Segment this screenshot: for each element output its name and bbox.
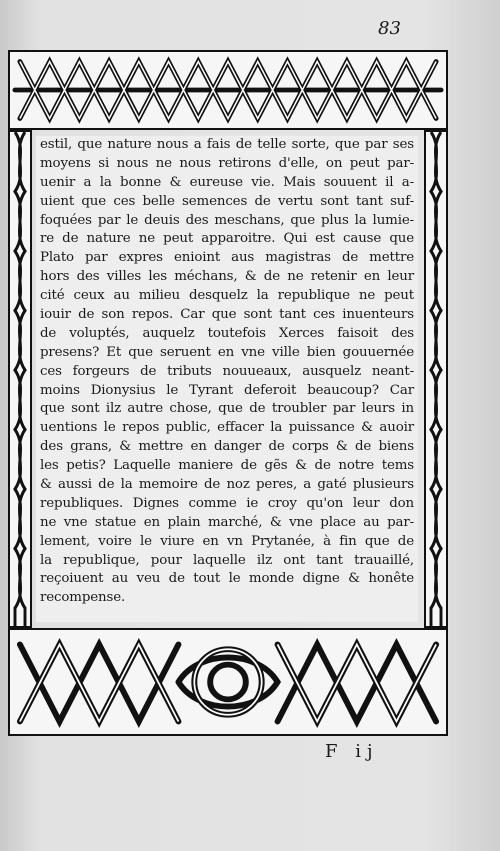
text-line: & aussi de la memoire de noz peres, a gaté plusieurs — [40, 477, 414, 493]
body-text — [36, 136, 418, 622]
text-line: cité ceux au milieu desquelz la republique ne peut — [40, 288, 414, 304]
text-line: presens? Et que seruent en vne ville bien gouuernée — [40, 344, 414, 360]
text-line: reçoiuent au veu de tout le monde digne & honête — [40, 571, 414, 587]
text-line: ne vne statue en plain marché, & vne place au par- — [40, 514, 414, 530]
ornament-border-left — [8, 130, 32, 628]
text-line: estil, que nature nous a fais de telle sorte, que par ses — [40, 137, 414, 152]
text-line: moyens si nous ne nous retirons d'elle, on peut par- — [40, 155, 414, 171]
text-line: lement, voire le viure en vn Prytanée, à fin que de — [40, 533, 414, 549]
text-line: des grans, & mettre en danger de corps & de biens — [40, 439, 414, 455]
text-line: moins Dionysius le Tyrant deferoit beaucoup? Car — [40, 382, 414, 398]
text-line: republiques. Dignes comme ie croy qu'on leur don — [40, 495, 414, 511]
signature-mark: F ij — [325, 741, 379, 762]
text-line: re de nature ne peut apparoitre. Qui est cause que — [40, 231, 414, 247]
text-line: Plato par expres enioint aus magistras de mettre — [40, 250, 414, 266]
text-line: la republique, pour laquelle ilz ont tant trauaillé, — [40, 552, 414, 568]
text-line: recompense. — [40, 590, 126, 606]
text-line: de voluptés, auquelz toutefois Xerces faisoit des — [40, 325, 414, 341]
ornament-border-bottom — [8, 628, 448, 736]
text-line: iouir de son repos. Car que sont tant ces inuenteurs — [40, 307, 414, 323]
text-line: uenir a la bonne & eureuse vie. Mais souuent il a- — [40, 174, 414, 190]
ornament-border-top — [8, 50, 448, 130]
text-line: uient que ces belle semences de vertu sont tant suf- — [40, 193, 414, 209]
text-line: uentions le repos public, effacer la puissance & auoir — [40, 420, 414, 436]
text-line: hors des villes les méchans, & de ne retenir en leur — [40, 269, 414, 285]
text-line: ces forgeurs de tributs nouueaux, ausquelz neant- — [40, 363, 414, 379]
page-number: 83 — [378, 18, 401, 39]
text-line: les petis? Laquelle maniere de gẽs & de notre tems — [40, 458, 414, 474]
ornament-border-right — [424, 130, 448, 628]
text-line: foquées par le deuis des meschans, que plus la lumie- — [40, 212, 414, 228]
text-line: que sont ilz autre chose, que de troubler par leurs in — [40, 401, 414, 417]
